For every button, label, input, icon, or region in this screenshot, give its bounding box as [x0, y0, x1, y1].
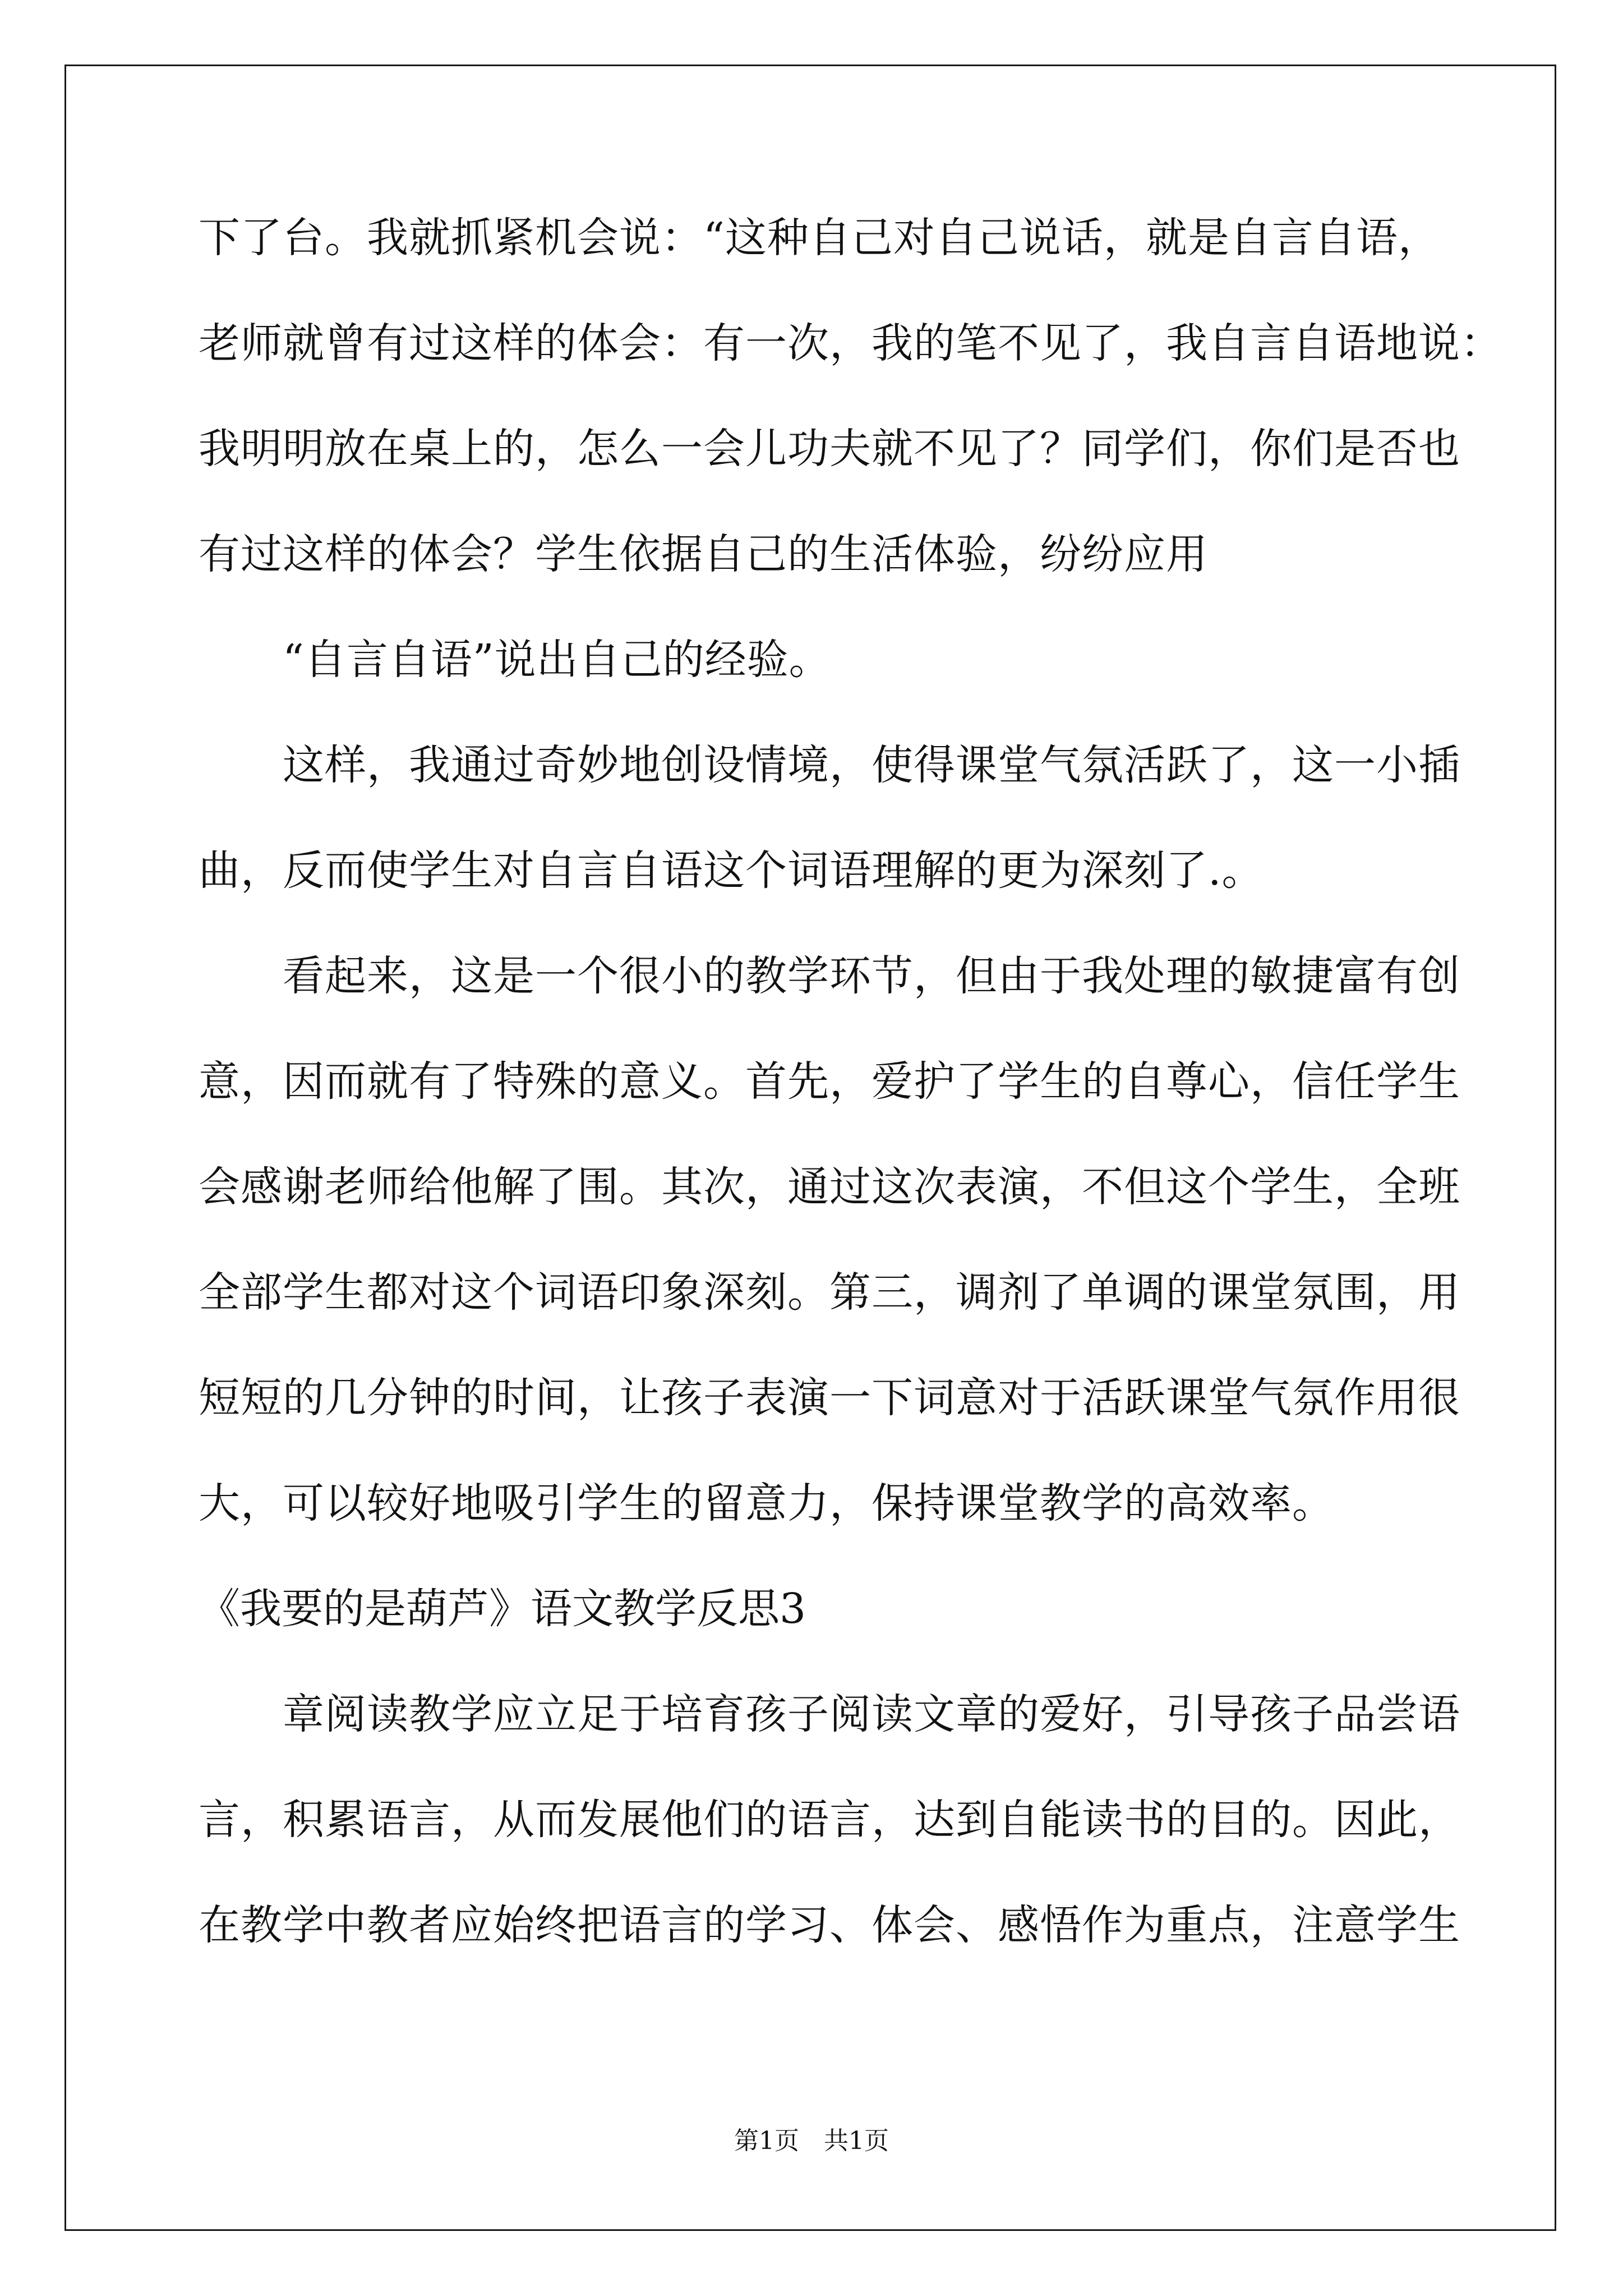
text-line: 看起来，这是一个很小的教学环节，但由于我处理的敏捷富有创: [283, 952, 1460, 1000]
text-line: 意，因而就有了特殊的意义。首先，爱护了学生的自尊心，信任学生: [199, 1057, 1460, 1106]
document-body: [199, 185, 1502, 1978]
text-line: 言，积累语言，从而发展他们的语言，达到自能读书的目的。因此，: [199, 1796, 1460, 1844]
text-line: 全部学生都对这个词语印象深刻。第三，调剂了单调的课堂氛围，用: [199, 1268, 1460, 1317]
text-line: 有过这样的体会？学生依据自己的生活体验，纷纷应用: [199, 530, 1208, 578]
text-line: 下了台。我就抓紧机会说：“这种自己对自己说话，就是自言自语，: [199, 214, 1440, 262]
page-number-footer: 第1页 共1页: [734, 2127, 889, 2155]
text-line: 大，可以较好地吸引学生的留意力，保持课堂教学的高效率。: [199, 1479, 1334, 1527]
text-line: 这样，我通过奇妙地创设情境，使得课堂气氛活跃了，这一小插: [283, 741, 1460, 789]
section-heading: 《我要的是葫芦》语文教学反思3: [199, 1585, 806, 1633]
text-line: “自言自语”说出自己的经验。: [283, 636, 831, 684]
text-line: 老师就曾有过这样的体会：有一次，我的笔不见了，我自言自语地说：: [199, 319, 1502, 367]
text-line: 在教学中教者应始终把语言的学习、体会、感悟作为重点，注意学生: [199, 1901, 1460, 1949]
text-line: 会感谢老师给他解了围。其次，通过这次表演，不但这个学生，全班: [199, 1163, 1460, 1211]
text-line: 我明明放在桌上的，怎么一会儿功夫就不见了？同学们，你们是否也: [199, 425, 1460, 473]
text-line: 短短的几分钟的时间，让孩子表演一下词意对于活跃课堂气氛作用很: [199, 1374, 1460, 1422]
text-line: 曲，反而使学生对自言自语这个词语理解的更为深刻了.。: [199, 846, 1264, 895]
text-line: 章阅读教学应立足于培育孩子阅读文章的爱好，引导孩子品尝语: [283, 1690, 1460, 1738]
